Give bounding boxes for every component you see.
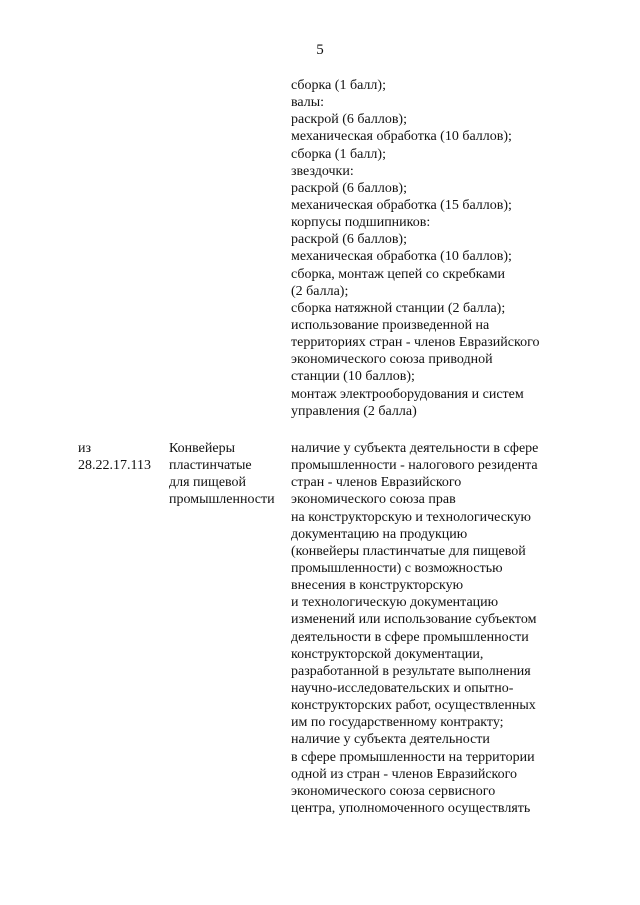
requirement-line: управления (2 балла)	[291, 403, 417, 419]
requirement-line: и технологическую документацию	[291, 595, 499, 611]
requirement-line: станции (10 баллов);	[291, 369, 415, 385]
requirement-line: одной из стран - членов Евразийского	[291, 766, 518, 782]
requirement-line: внесения в конструкторскую	[291, 578, 464, 594]
requirement-line: валы:	[291, 95, 325, 111]
requirement-line: сборка, монтаж цепей со скребками	[291, 266, 505, 282]
requirement-line: монтаж электрооборудования и систем	[291, 386, 524, 402]
requirement-line: центра, уполномоченного осуществлять	[291, 800, 531, 816]
requirement-line: документацию на продукцию	[291, 526, 468, 542]
product-name-line: для пищевой	[169, 475, 247, 491]
requirement-line: механическая обработка (10 баллов);	[291, 249, 512, 265]
requirement-line: механическая обработка (10 баллов);	[291, 129, 512, 145]
requirement-line: сборка (1 балл);	[291, 78, 386, 93]
product-code-line: 28.22.17.113	[78, 458, 151, 474]
requirement-line: механическая обработка (15 баллов);	[291, 197, 512, 213]
requirement-line: сборка натяжной станции (2 балла);	[291, 300, 506, 316]
product-name-line: пластинчатые	[169, 458, 252, 474]
product-code-cell	[78, 440, 151, 474]
product-name-line: Конвейеры	[169, 441, 235, 456]
requirement-line: (2 балла);	[291, 283, 349, 299]
requirement-line: стран - членов Евразийского	[291, 475, 462, 491]
requirement-line: научно-исследовательских и опытно-	[291, 680, 514, 696]
requirement-line: на конструкторскую и технологическую	[291, 509, 531, 525]
product-name-cell	[169, 440, 275, 509]
page-number: 5	[316, 42, 324, 58]
requirement-line: деятельности в сфере промышленности	[291, 629, 529, 645]
requirement-line: наличие у субъекта деятельности	[291, 732, 490, 748]
requirement-line: сборка (1 балл);	[291, 146, 386, 162]
requirement-line: раскрой (6 баллов);	[291, 180, 407, 196]
product-code-line: из	[78, 441, 92, 456]
requirement-line: корпусы подшипников:	[291, 215, 431, 231]
product-name-line: промышленности	[169, 492, 275, 508]
requirement-line: в сфере промышленности на территории	[291, 749, 535, 765]
requirement-line: изменений или использование субъектом	[291, 612, 537, 628]
requirement-line: территориях стран - членов Евразийского	[291, 335, 540, 351]
requirement-line: раскрой (6 баллов);	[291, 232, 407, 248]
requirement-line: промышленности - налогового резидента	[291, 458, 538, 474]
requirement-line: разработанной в результате выполнения	[291, 663, 531, 679]
requirement-line: им по государственному контракту;	[291, 715, 504, 731]
requirement-line: промышленности) с возможностью	[291, 560, 503, 576]
requirement-line: экономического союза сервисного	[291, 783, 496, 799]
requirement-line: конструкторской документации,	[291, 646, 484, 662]
requirement-line: экономического союза приводной	[291, 352, 493, 368]
continued-requirements-text	[291, 77, 540, 420]
requirement-line: (конвейеры пластинчатые для пищевой	[291, 543, 526, 559]
requirement-line: звездочки:	[291, 163, 354, 179]
requirement-line: использование произведенной на	[291, 317, 490, 333]
requirement-line: раскрой (6 баллов);	[291, 112, 407, 128]
requirement-line: конструкторских работ, осуществленных	[291, 698, 536, 714]
requirement-line: экономического союза прав	[291, 492, 456, 508]
requirement-line: наличие у субъекта деятельности в сфере	[291, 441, 539, 456]
product-requirements-cell	[291, 440, 538, 817]
